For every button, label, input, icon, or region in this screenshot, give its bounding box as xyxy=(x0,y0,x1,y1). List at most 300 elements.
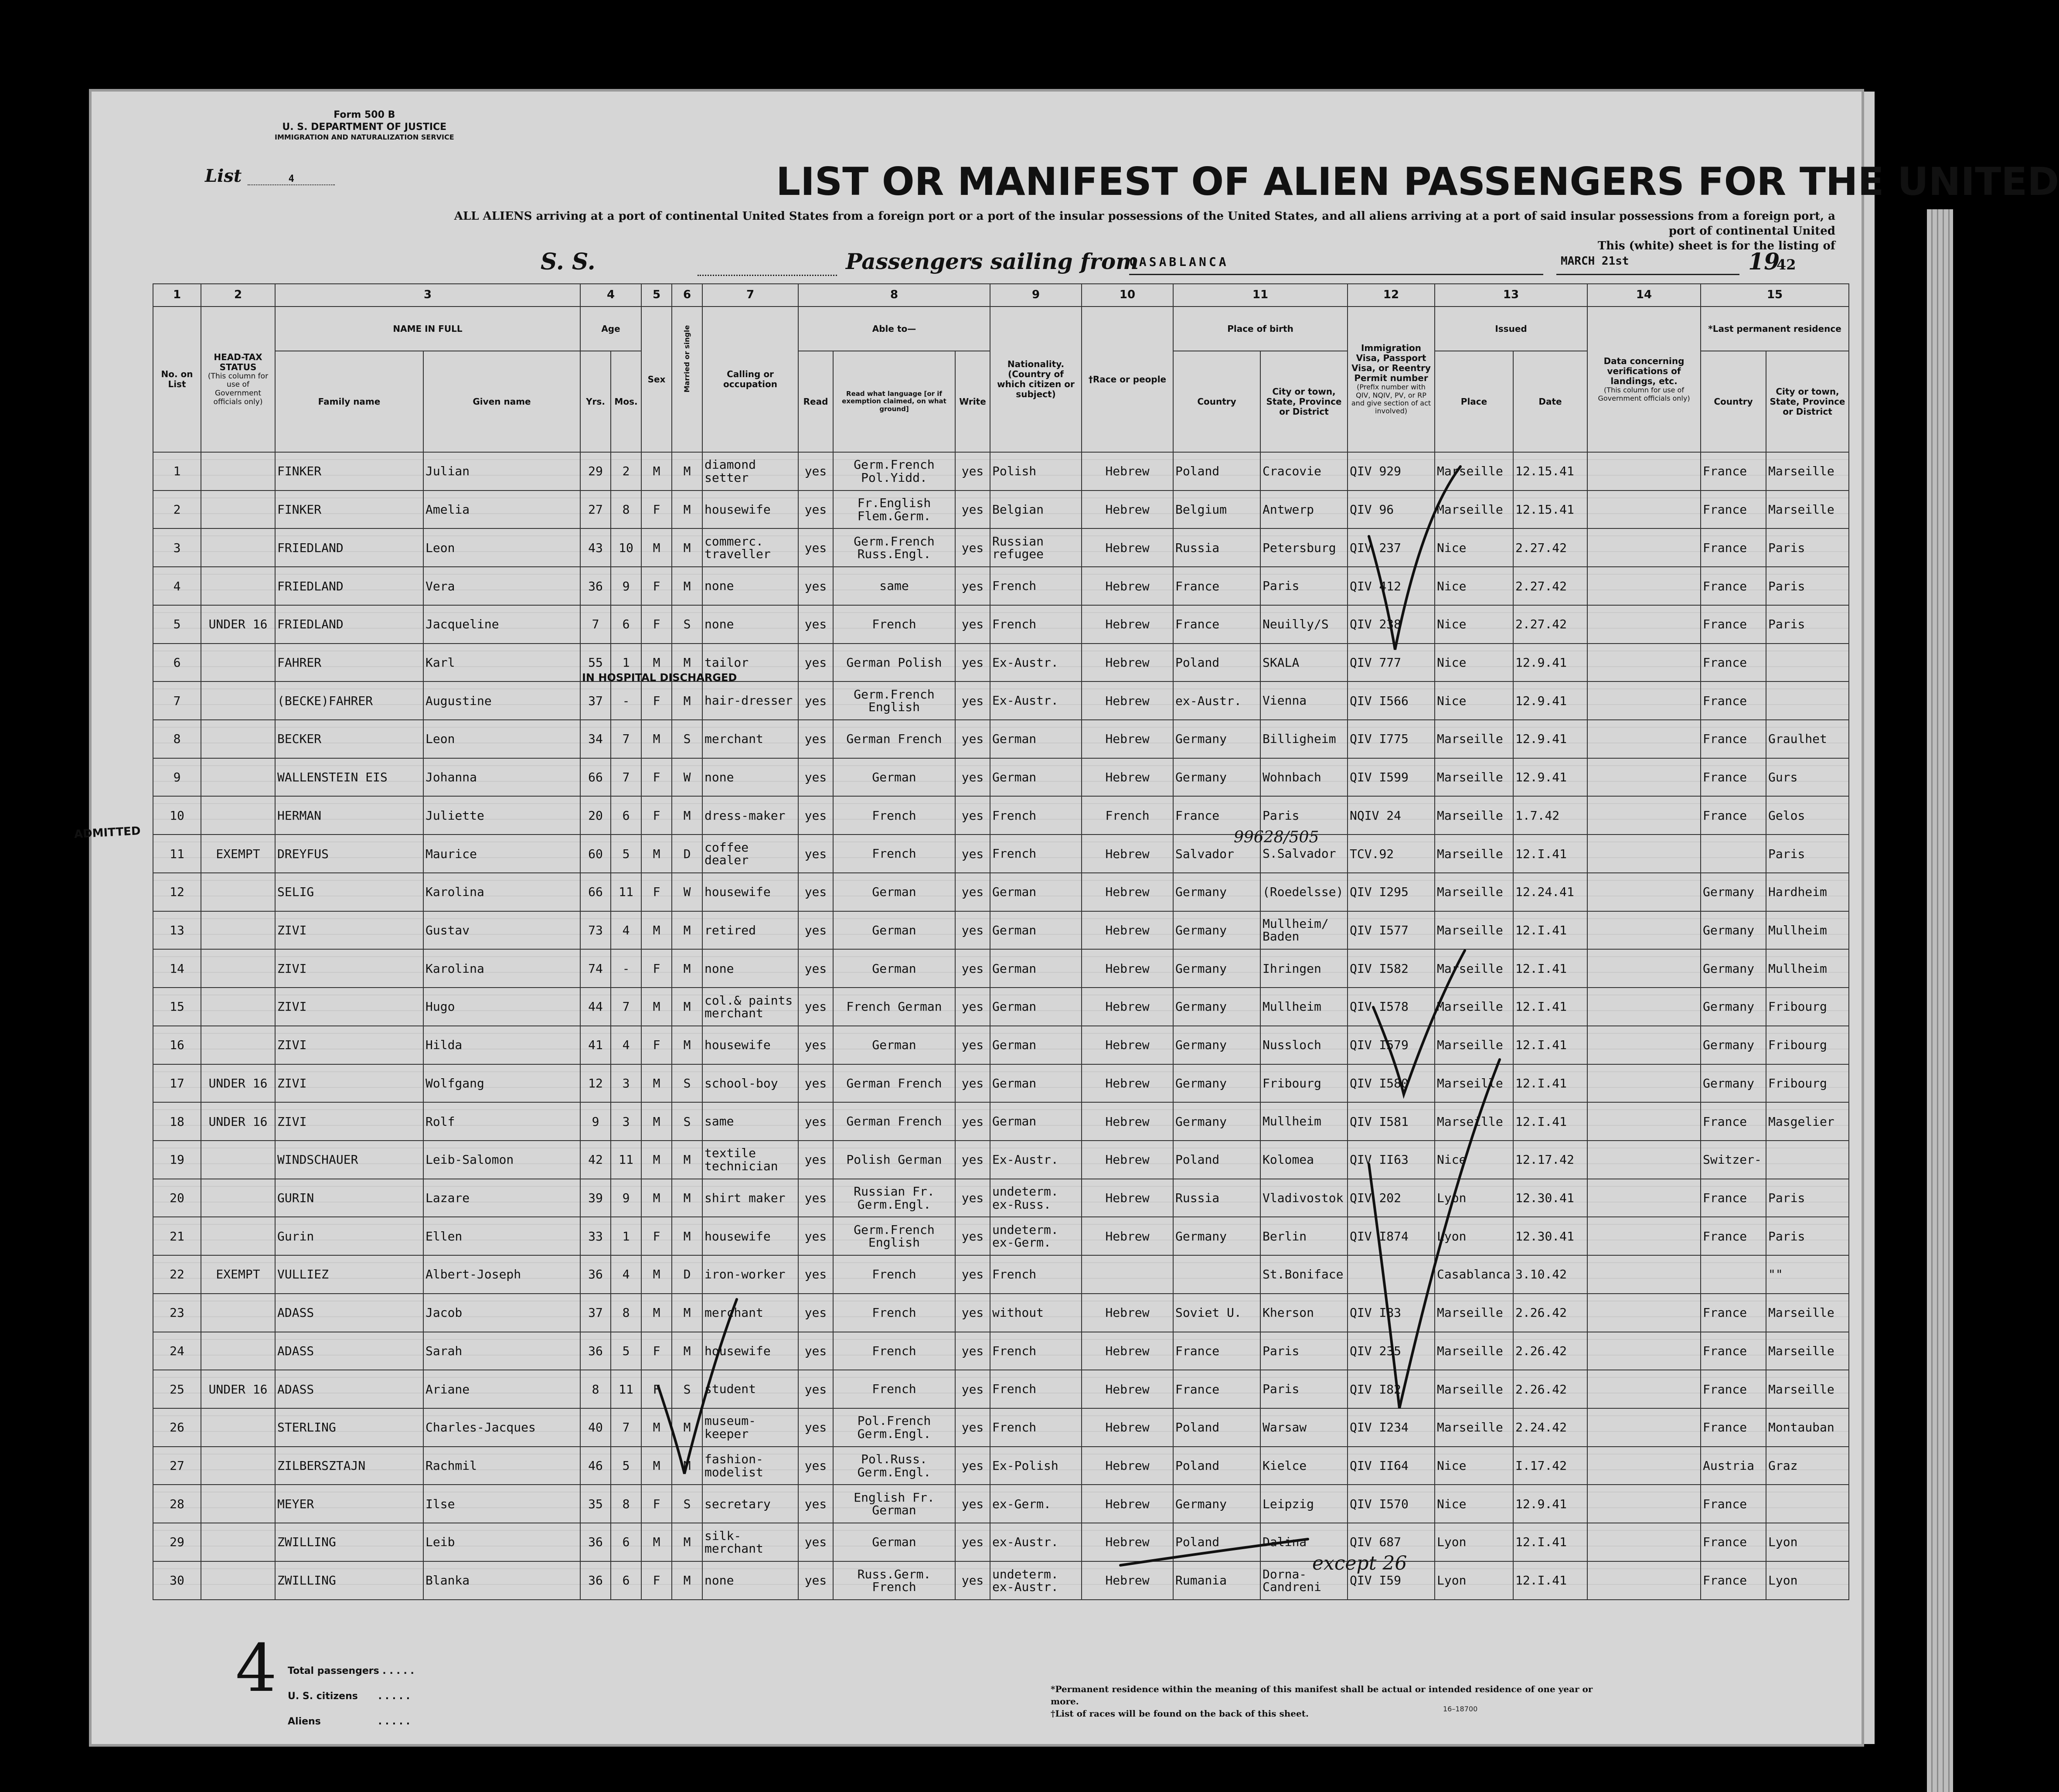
cell-rcity: Paris xyxy=(1766,528,1849,567)
cell-nat: Ex-Austr. xyxy=(990,644,1082,682)
cell-write: yes xyxy=(955,491,990,529)
checkmark-4 xyxy=(658,1299,737,1474)
dots-3: . . . . . xyxy=(378,1716,410,1727)
cell-iplace: Casablanca xyxy=(1435,1255,1513,1294)
cell-given: Charles-Jacques xyxy=(423,1408,580,1447)
cell-bcountry: Russia xyxy=(1173,1179,1260,1217)
cell-read: yes xyxy=(798,1523,833,1561)
cell-ms: M xyxy=(672,528,702,567)
visa-label: Immigration Visa, Passport Visa, or Reentry Permit number xyxy=(1351,343,1431,384)
cell-idate: 1.7.42 xyxy=(1513,796,1587,835)
admitted-stamp: ADMITTED xyxy=(74,824,141,841)
cell-race: Hebrew xyxy=(1082,911,1173,950)
cell-bcity: Dalina xyxy=(1260,1523,1348,1561)
cell-calling: iron-worker xyxy=(702,1255,798,1294)
cell-visa: QIV I582 xyxy=(1348,949,1435,988)
cell-mos: 7 xyxy=(611,758,641,797)
cell-no: 1 xyxy=(153,452,201,491)
cell-bcity: Vienna xyxy=(1260,681,1348,720)
cell-family: FINKER xyxy=(275,452,423,491)
cell-iplace: Lyon xyxy=(1435,1561,1513,1600)
cell-sex: M xyxy=(641,720,672,758)
cell-ms: M xyxy=(672,567,702,605)
cell-rcountry: France xyxy=(1701,758,1766,797)
cell-calling: museum-keeper xyxy=(702,1408,798,1447)
cell-given: Ariane xyxy=(423,1370,580,1408)
cell-iplace: Marseille xyxy=(1435,1408,1513,1447)
cell-read: yes xyxy=(798,644,833,682)
cell-nat: German xyxy=(990,1064,1082,1103)
cell-write: yes xyxy=(955,1217,990,1255)
cell-write: yes xyxy=(955,1026,990,1064)
cell-visa: NQIV 24 xyxy=(1348,796,1435,835)
cell-lang: Germ.French Pol.Yidd. xyxy=(833,452,955,491)
cell-family: HERMAN xyxy=(275,796,423,835)
cell-no: 24 xyxy=(153,1332,201,1370)
cell-race: Hebrew xyxy=(1082,452,1173,491)
col-issued-place: Place xyxy=(1435,351,1513,452)
cell-ms: M xyxy=(672,1294,702,1332)
cell-mos: 9 xyxy=(611,567,641,605)
cell-ms: S xyxy=(672,1370,702,1408)
cell-bcountry: Germany xyxy=(1173,1026,1260,1064)
cell-given: Juliette xyxy=(423,796,580,835)
cell-rcity: "" xyxy=(1766,1255,1849,1294)
head-tax-note: (This column for use of Government officials only) xyxy=(208,371,269,406)
cell-race: Hebrew xyxy=(1082,835,1173,873)
cell-rcountry: France xyxy=(1701,1332,1766,1370)
col-num-8: 8 xyxy=(798,284,990,307)
cell-rcountry: France xyxy=(1701,1408,1766,1447)
checkmark-3 xyxy=(1373,951,1465,1094)
cell-bcountry: Germany xyxy=(1173,720,1260,758)
cell-lang: German xyxy=(833,949,955,988)
cell-tax: UNDER 16 xyxy=(201,1370,275,1408)
cell-read: yes xyxy=(798,1064,833,1103)
cell-rcountry: France xyxy=(1701,528,1766,567)
cell-sex: M xyxy=(641,1141,672,1179)
cell-sex: F xyxy=(641,873,672,911)
cell-sex: M xyxy=(641,1447,672,1485)
cell-sex: F xyxy=(641,1026,672,1064)
year-prefix: 19 xyxy=(1748,249,1780,275)
cell-bcity: Paris xyxy=(1260,1370,1348,1408)
cell-calling: diamond setter xyxy=(702,452,798,491)
cell-visa: QIV I295 xyxy=(1348,873,1435,911)
cell-mos: 3 xyxy=(611,1064,641,1103)
cell-bcity: Ihringen xyxy=(1260,949,1348,988)
col-given-name: Given name xyxy=(423,351,580,452)
cell-nat: ex-Austr. xyxy=(990,1523,1082,1561)
cell-sex: M xyxy=(641,1255,672,1294)
cell-ms: M xyxy=(672,452,702,491)
cell-read: yes xyxy=(798,1255,833,1294)
cell-sex: F xyxy=(641,491,672,529)
cell-family: MEYER xyxy=(275,1485,423,1523)
cell-write: yes xyxy=(955,835,990,873)
cell-ms: M xyxy=(672,1179,702,1217)
cell-write: yes xyxy=(955,1294,990,1332)
cell-bcountry: Poland xyxy=(1173,1141,1260,1179)
cell-race: Hebrew xyxy=(1082,758,1173,797)
col-yrs: Yrs. xyxy=(580,351,611,452)
cell-sex: M xyxy=(641,1179,672,1217)
cell-given: Karolina xyxy=(423,873,580,911)
col-num-2: 2 xyxy=(201,284,275,307)
cell-ms: S xyxy=(672,1064,702,1103)
cell-write: yes xyxy=(955,1141,990,1179)
cell-lang: German French xyxy=(833,720,955,758)
cell-calling: none xyxy=(702,605,798,644)
cell-calling: merchant xyxy=(702,1294,798,1332)
col-last-residence: *Last permanent residence xyxy=(1701,307,1849,351)
cell-yrs: 74 xyxy=(580,949,611,988)
col-num-4: 4 xyxy=(580,284,641,307)
col-sex: Sex xyxy=(641,307,672,452)
cell-mos: 7 xyxy=(611,1408,641,1447)
cell-visa: QIV I599 xyxy=(1348,758,1435,797)
cell-rcountry: France xyxy=(1701,1523,1766,1561)
cell-yrs: 36 xyxy=(580,1523,611,1561)
cell-write: yes xyxy=(955,911,990,950)
cell-race: Hebrew xyxy=(1082,1332,1173,1370)
col-able-to: Able to— xyxy=(798,307,990,351)
cell-given: Leon xyxy=(423,528,580,567)
cell-calling: retired xyxy=(702,911,798,950)
cell-bcity: Paris xyxy=(1260,567,1348,605)
cell-bcity: Nussloch xyxy=(1260,1026,1348,1064)
cell-sex: M xyxy=(641,1523,672,1561)
cell-iplace: Marseille xyxy=(1435,949,1513,988)
cell-race: Hebrew xyxy=(1082,1485,1173,1523)
cell-nat: Belgian xyxy=(990,491,1082,529)
data-concerning-note: (This column for use of Government officials only) xyxy=(1598,386,1690,402)
cell-rcity: Paris xyxy=(1766,1217,1849,1255)
subtitle-line-1: ALL ALIENS arriving at a port of continental United States from a foreign port or a port of the insular possessions of the United States, and all aliens arriving at a port of said insular possessions from a foreign port, a port of continental United xyxy=(454,210,1835,238)
cell-ms: M xyxy=(672,1523,702,1561)
cell-lang: French xyxy=(833,835,955,873)
cell-rcity: Paris xyxy=(1766,605,1849,644)
cell-nat: German xyxy=(990,949,1082,988)
sailing-from-label: Passengers sailing from xyxy=(846,249,1139,274)
cell-visa: TCV.92 xyxy=(1348,835,1435,873)
cell-yrs: 9 xyxy=(580,1102,611,1141)
cell-rcountry: Austria xyxy=(1701,1447,1766,1485)
cell-visa: QIV I578 xyxy=(1348,988,1435,1026)
cell-read: yes xyxy=(798,1179,833,1217)
cell-write: yes xyxy=(955,988,990,1026)
cell-mos: 3 xyxy=(611,1102,641,1141)
cell-nat: German xyxy=(990,1102,1082,1141)
cell-given: Hugo xyxy=(423,988,580,1026)
col-residence-city: City or town, State, Province or District xyxy=(1766,351,1849,452)
cell-sex: M xyxy=(641,1064,672,1103)
cell-calling: coffee dealer xyxy=(702,835,798,873)
manifest-title: LIST OR MANIFEST OF ALIEN PASSENGERS FOR THE UNITED xyxy=(776,159,2059,204)
cell-ms: M xyxy=(672,1447,702,1485)
cell-idate: 12.9.41 xyxy=(1513,681,1587,720)
col-name-in-full: NAME IN FULL xyxy=(275,307,580,351)
cell-iplace: Marseille xyxy=(1435,1102,1513,1141)
cell-bcity: Mullheim xyxy=(1260,1102,1348,1141)
cell-calling: same xyxy=(702,1102,798,1141)
cell-sex: F xyxy=(641,605,672,644)
cell-tax: EXEMPT xyxy=(201,1255,275,1294)
cell-lang: Fr.English Flem.Germ. xyxy=(833,491,955,529)
cell-given: Albert-Joseph xyxy=(423,1255,580,1294)
col-num-12: 12 xyxy=(1348,284,1435,307)
cell-lang: German xyxy=(833,911,955,950)
cell-visa: QIV II63 xyxy=(1348,1141,1435,1179)
cell-calling: silk-merchant xyxy=(702,1523,798,1561)
cell-rcountry: Germany xyxy=(1701,1026,1766,1064)
cell-race: Hebrew xyxy=(1082,1561,1173,1600)
cell-yrs: 29 xyxy=(580,452,611,491)
cell-read: yes xyxy=(798,796,833,835)
cell-calling: none xyxy=(702,758,798,797)
cell-idate: 12.30.41 xyxy=(1513,1179,1587,1217)
cell-read: yes xyxy=(798,1561,833,1600)
cell-family: DREYFUS xyxy=(275,835,423,873)
col-residence-country: Country xyxy=(1701,351,1766,452)
cell-iplace: Marseille xyxy=(1435,758,1513,797)
married-label: Married or single xyxy=(682,325,691,392)
cell-calling: tailor xyxy=(702,644,798,682)
cell-mos: 7 xyxy=(611,988,641,1026)
cell-write: yes xyxy=(955,528,990,567)
cell-family: FRIEDLAND xyxy=(275,567,423,605)
cell-write: yes xyxy=(955,1179,990,1217)
cell-bcountry: Germany xyxy=(1173,988,1260,1026)
cell-race: Hebrew xyxy=(1082,1408,1173,1447)
cell-race: Hebrew xyxy=(1082,1370,1173,1408)
cell-rcity: Fribourg xyxy=(1766,1026,1849,1064)
cell-mos: 6 xyxy=(611,1523,641,1561)
cell-given: Leib-Salomon xyxy=(423,1141,580,1179)
cell-visa: QIV I566 xyxy=(1348,681,1435,720)
cell-mos: 1 xyxy=(611,644,641,682)
col-num-7: 7 xyxy=(702,284,798,307)
cell-rcountry: Germany xyxy=(1701,988,1766,1026)
cell-sex: F xyxy=(641,1332,672,1370)
cell-read: yes xyxy=(798,758,833,797)
col-read: Read xyxy=(798,351,833,452)
cell-mos: 8 xyxy=(611,1294,641,1332)
cell-no: 27 xyxy=(153,1447,201,1485)
cell-tax: UNDER 16 xyxy=(201,1064,275,1103)
cell-given: Lazare xyxy=(423,1179,580,1217)
cell-mos: 5 xyxy=(611,1447,641,1485)
department-name: U. S. DEPARTMENT OF JUSTICE xyxy=(282,121,447,133)
cell-bcity: Berlin xyxy=(1260,1217,1348,1255)
cell-sex: M xyxy=(641,452,672,491)
cell-bcountry: Poland xyxy=(1173,452,1260,491)
cell-read: yes xyxy=(798,988,833,1026)
col-issued: Issued xyxy=(1435,307,1587,351)
cell-visa: QIV 929 xyxy=(1348,452,1435,491)
cell-no: 3 xyxy=(153,528,201,567)
subtitle-line-2: This (white) sheet is for the listing of xyxy=(1597,239,1835,252)
cell-write: yes xyxy=(955,567,990,605)
cell-bcity: Antwerp xyxy=(1260,491,1348,529)
cell-calling: col.& paints merchant xyxy=(702,988,798,1026)
cell-rcity: Graulhet xyxy=(1766,720,1849,758)
cell-iplace: Marseille xyxy=(1435,1064,1513,1103)
cell-bcountry: Germany xyxy=(1173,949,1260,988)
cell-bcity: Fribourg xyxy=(1260,1064,1348,1103)
cell-bcity: Kielce xyxy=(1260,1447,1348,1485)
cell-idate: 12.30.41 xyxy=(1513,1217,1587,1255)
cell-write: yes xyxy=(955,720,990,758)
cell-write: yes xyxy=(955,873,990,911)
cell-bcity: Kherson xyxy=(1260,1294,1348,1332)
col-num-9: 9 xyxy=(990,284,1082,307)
cell-mos: 4 xyxy=(611,1026,641,1064)
cell-bcity: Paris xyxy=(1260,796,1348,835)
cell-family: GURIN xyxy=(275,1179,423,1217)
cell-idate: 12.9.41 xyxy=(1513,1485,1587,1523)
cell-iplace: Lyon xyxy=(1435,1217,1513,1255)
cell-iplace: Lyon xyxy=(1435,1179,1513,1217)
cell-nat: Polish xyxy=(990,452,1082,491)
cell-family: Gurin xyxy=(275,1217,423,1255)
cell-mos: 6 xyxy=(611,1561,641,1600)
cell-read: yes xyxy=(798,911,833,950)
cell-lang: French xyxy=(833,605,955,644)
cell-bcountry: Poland xyxy=(1173,1408,1260,1447)
manifest-page xyxy=(74,92,2059,1744)
cell-bcountry: Russia xyxy=(1173,528,1260,567)
cell-given: Jacqueline xyxy=(423,605,580,644)
cell-calling: merchant xyxy=(702,720,798,758)
cell-yrs: 7 xyxy=(580,605,611,644)
cell-yrs: 36 xyxy=(580,1332,611,1370)
col-place-of-birth: Place of birth xyxy=(1173,307,1348,351)
cell-bcountry: Germany xyxy=(1173,1064,1260,1103)
cell-rcity: Montauban xyxy=(1766,1408,1849,1447)
cell-bcity: Wohnbach xyxy=(1260,758,1348,797)
cell-nat: Ex-Polish xyxy=(990,1447,1082,1485)
cell-family: ZIVI xyxy=(275,949,423,988)
cell-iplace: Marseille xyxy=(1435,491,1513,529)
cell-bcity: Warsaw xyxy=(1260,1408,1348,1447)
cell-read: yes xyxy=(798,1447,833,1485)
cell-read: yes xyxy=(798,605,833,644)
cell-no: 22 xyxy=(153,1255,201,1294)
cell-family: VULLIEZ xyxy=(275,1255,423,1294)
cell-read: yes xyxy=(798,835,833,873)
cell-rcountry: France xyxy=(1701,1179,1766,1217)
cell-sex: M xyxy=(641,1102,672,1141)
list-number: 4 xyxy=(248,174,335,185)
cell-lang: French German xyxy=(833,988,955,1026)
handwritten-check-marks xyxy=(92,92,2059,1744)
cell-read: yes xyxy=(798,528,833,567)
cell-rcity: Mullheim xyxy=(1766,949,1849,988)
sailing-date: MARCH 21st xyxy=(1561,255,1629,268)
cell-read: yes xyxy=(798,567,833,605)
cell-given: Gustav xyxy=(423,911,580,950)
col-issued-date: Date xyxy=(1513,351,1587,452)
cell-rcity: Fribourg xyxy=(1766,988,1849,1026)
cell-idate: 12.I.41 xyxy=(1513,835,1587,873)
cell-visa: QIV I82 xyxy=(1348,1370,1435,1408)
cell-ms: M xyxy=(672,1217,702,1255)
cell-ms: M xyxy=(672,491,702,529)
cell-bcountry: France xyxy=(1173,567,1260,605)
cell-sex: M xyxy=(641,988,672,1026)
cell-calling: housewife xyxy=(702,1217,798,1255)
cell-lang: Germ.French English xyxy=(833,1217,955,1255)
cell-iplace: Marseille xyxy=(1435,835,1513,873)
cell-rcountry: France xyxy=(1701,1294,1766,1332)
col-num-13: 13 xyxy=(1435,284,1587,307)
cell-sex: F xyxy=(641,567,672,605)
cell-mos: 6 xyxy=(611,605,641,644)
cell-mos: 11 xyxy=(611,1370,641,1408)
cell-calling: textile technician xyxy=(702,1141,798,1179)
cell-bcountry: France xyxy=(1173,1370,1260,1408)
cell-rcity: Fribourg xyxy=(1766,1064,1849,1103)
cell-race: Hebrew xyxy=(1082,1217,1173,1255)
col-write: Write xyxy=(955,351,990,452)
cell-yrs: 36 xyxy=(580,1255,611,1294)
cell-rcity: Gelos xyxy=(1766,796,1849,835)
cell-lang: French xyxy=(833,1332,955,1370)
cell-sex: M xyxy=(641,1294,672,1332)
col-read-language: Read what language [or if exemption claimed, on what ground] xyxy=(833,351,955,452)
cell-visa: QIV I570 xyxy=(1348,1485,1435,1523)
cell-mos: 2 xyxy=(611,452,641,491)
cell-bcity: (Roedelsse) xyxy=(1260,873,1348,911)
cell-yrs: 8 xyxy=(580,1370,611,1408)
cell-write: yes xyxy=(955,1447,990,1485)
cell-rcountry: Germany xyxy=(1701,873,1766,911)
cell-idate: 2.27.42 xyxy=(1513,605,1587,644)
cell-yrs: 40 xyxy=(580,1408,611,1447)
cell-race: Hebrew xyxy=(1082,644,1173,682)
cell-given: Julian xyxy=(423,452,580,491)
cell-yrs: 42 xyxy=(580,1141,611,1179)
cell-race: Hebrew xyxy=(1082,873,1173,911)
cell-bcity: Petersburg xyxy=(1260,528,1348,567)
aliens-label: Aliens xyxy=(288,1716,321,1727)
cell-yrs: 34 xyxy=(580,720,611,758)
cell-no: 11 xyxy=(153,835,201,873)
cell-ms: S xyxy=(672,605,702,644)
cell-iplace: Nice xyxy=(1435,567,1513,605)
cell-visa: QIV I59 xyxy=(1348,1561,1435,1600)
cell-idate: 12.9.41 xyxy=(1513,644,1587,682)
dots-2: . . . . . xyxy=(378,1691,410,1702)
cell-mos: 5 xyxy=(611,1332,641,1370)
cell-family: ZIVI xyxy=(275,1064,423,1103)
cell-bcity: Paris xyxy=(1260,1332,1348,1370)
cell-nat: ex-Germ. xyxy=(990,1485,1082,1523)
cell-no: 13 xyxy=(153,911,201,950)
col-num-15: 15 xyxy=(1701,284,1849,307)
head-tax-label: HEAD-TAX STATUS xyxy=(214,351,262,372)
cell-nat: without xyxy=(990,1294,1082,1332)
cell-iplace: Nice xyxy=(1435,1141,1513,1179)
cell-read: yes xyxy=(798,452,833,491)
col-birth-country: Country xyxy=(1173,351,1260,452)
cell-no: 18 xyxy=(153,1102,201,1141)
cell-idate: 12.I.41 xyxy=(1513,1064,1587,1103)
cell-nat: French xyxy=(990,1255,1082,1294)
cell-rcountry: Germany xyxy=(1701,949,1766,988)
cell-nat: French xyxy=(990,796,1082,835)
